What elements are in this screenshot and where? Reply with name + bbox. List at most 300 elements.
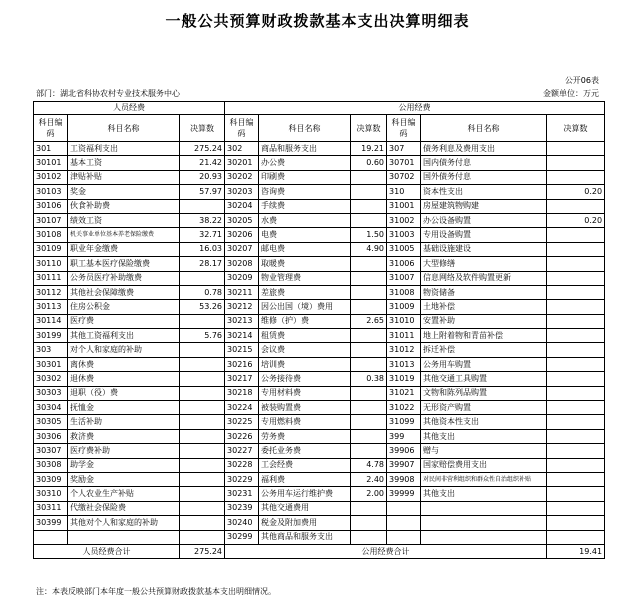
cell-amount — [180, 516, 225, 530]
cell-code: 30231 — [225, 487, 259, 501]
cell-name: 绩效工资 — [68, 213, 180, 227]
cell-code: 30103 — [34, 185, 68, 199]
cell-name: 个人农业生产补贴 — [68, 487, 180, 501]
cell-name: 电费 — [259, 228, 351, 242]
cell-code: 30206 — [225, 228, 259, 242]
cell-name: 工资福利支出 — [68, 142, 180, 156]
cell-name: 安置补助 — [421, 314, 547, 328]
cell-amount — [547, 357, 605, 371]
cell-amount — [180, 472, 225, 486]
table-row — [34, 458, 605, 472]
cell-amount — [547, 530, 605, 544]
cell-amount — [547, 386, 605, 400]
cell-amount — [547, 242, 605, 256]
cell-name — [421, 530, 547, 544]
cell-name: 无形资产购置 — [421, 401, 547, 415]
header-amount: 决算数 — [547, 115, 605, 142]
cell-code: 30307 — [34, 444, 68, 458]
cell-name: 资本性支出 — [421, 185, 547, 199]
cell-code: 31021 — [387, 386, 421, 400]
cell-code: 31019 — [387, 372, 421, 386]
cell-code: 31009 — [387, 300, 421, 314]
cell-code: 30224 — [225, 401, 259, 415]
table-row — [34, 472, 605, 486]
cell-amount — [351, 516, 387, 530]
cell-name: 其他支出 — [421, 429, 547, 443]
table-row — [34, 199, 605, 213]
cell-amount: 28.17 — [180, 257, 225, 271]
cell-name: 其他交通费用 — [259, 501, 351, 515]
cell-amount: 275.24 — [180, 142, 225, 156]
cell-amount — [351, 401, 387, 415]
cell-code: 31007 — [387, 271, 421, 285]
cell-amount — [180, 429, 225, 443]
cell-name: 被装购置费 — [259, 401, 351, 415]
cell-amount — [547, 444, 605, 458]
cell-name: 其他工资福利支出 — [68, 329, 180, 343]
table-row — [34, 242, 605, 256]
cell-name: 伙食补助费 — [68, 199, 180, 213]
totals-row — [34, 544, 605, 558]
cell-name: 劳务费 — [259, 429, 351, 443]
cell-code: 30306 — [34, 429, 68, 443]
cell-amount — [180, 271, 225, 285]
group-public: 公用经费 — [225, 102, 605, 115]
cell-name: 办公设备购置 — [421, 213, 547, 227]
cell-amount — [547, 271, 605, 285]
cell-code: 30310 — [34, 487, 68, 501]
cell-code: 31011 — [387, 329, 421, 343]
table-row — [34, 228, 605, 242]
cell-name: 退休费 — [68, 372, 180, 386]
cell-name: 退职（役）费 — [68, 386, 180, 400]
cell-amount — [351, 429, 387, 443]
cell-amount — [351, 530, 387, 544]
cell-amount: 53.26 — [180, 300, 225, 314]
cell-name: 对民间非营利组织和群众性自治组织补贴 — [421, 472, 547, 486]
cell-name: 机关事业单位基本养老保险缴费 — [68, 228, 180, 242]
cell-code: 31008 — [387, 285, 421, 299]
cell-name: 土地补偿 — [421, 300, 547, 314]
footnote: 注：本表反映部门本年度一般公共预算财政拨款基本支出明细情况。 — [36, 587, 276, 596]
header-name: 科目名称 — [421, 115, 547, 142]
cell-code: 30214 — [225, 329, 259, 343]
table-row — [34, 386, 605, 400]
cell-code: 30201 — [225, 156, 259, 170]
cell-code: 30109 — [34, 242, 68, 256]
cell-name: 租赁费 — [259, 329, 351, 343]
public-total-label: 公用经费合计 — [225, 544, 547, 558]
cell-code: 30212 — [225, 300, 259, 314]
cell-code: 30106 — [34, 199, 68, 213]
header-code: 科目编码 — [34, 115, 68, 142]
header-code: 科目编码 — [225, 115, 259, 142]
cell-amount — [180, 401, 225, 415]
cell-amount: 16.03 — [180, 242, 225, 256]
cell-code: 30203 — [225, 185, 259, 199]
cell-name: 税金及附加费用 — [259, 516, 351, 530]
cell-code: 30111 — [34, 271, 68, 285]
cell-amount: 0.20 — [547, 185, 605, 199]
cell-name: 其他支出 — [421, 487, 547, 501]
cell-code: 30301 — [34, 357, 68, 371]
cell-amount — [351, 329, 387, 343]
cell-name: 地上附着物和青苗补偿 — [421, 329, 547, 343]
cell-name: 住房公积金 — [68, 300, 180, 314]
cell-name: 会议费 — [259, 343, 351, 357]
cell-code: 30202 — [225, 170, 259, 184]
cell-amount — [351, 300, 387, 314]
cell-name — [421, 516, 547, 530]
cell-code: 30205 — [225, 213, 259, 227]
cell-code: 30304 — [34, 401, 68, 415]
table-row — [34, 170, 605, 184]
cell-name: 办公费 — [259, 156, 351, 170]
cell-code: 30229 — [225, 472, 259, 486]
cell-amount: 1.50 — [351, 228, 387, 242]
cell-code: 30303 — [34, 386, 68, 400]
cell-name: 公务接待费 — [259, 372, 351, 386]
cell-amount: 2.00 — [351, 487, 387, 501]
cell-code: 30228 — [225, 458, 259, 472]
cell-code: 30226 — [225, 429, 259, 443]
cell-amount: 32.71 — [180, 228, 225, 242]
cell-amount — [180, 444, 225, 458]
cell-code: 30112 — [34, 285, 68, 299]
cell-name: 其他社会保障缴费 — [68, 285, 180, 299]
cell-name — [421, 501, 547, 515]
cell-code: 301 — [34, 142, 68, 156]
cell-name: 赠与 — [421, 444, 547, 458]
cell-name: 文物和陈列品购置 — [421, 386, 547, 400]
cell-name: 国内债务付息 — [421, 156, 547, 170]
cell-name: 咨询费 — [259, 185, 351, 199]
table-row — [34, 444, 605, 458]
cell-amount — [351, 271, 387, 285]
header-amount: 决算数 — [180, 115, 225, 142]
cell-amount — [351, 415, 387, 429]
cell-name: 房屋建筑物购建 — [421, 199, 547, 213]
cell-name: 国家赔偿费用支出 — [421, 458, 547, 472]
cell-code: 30102 — [34, 170, 68, 184]
table-row — [34, 372, 605, 386]
cell-name: 对个人和家庭的补助 — [68, 343, 180, 357]
cell-name: 生活补助 — [68, 415, 180, 429]
cell-amount — [351, 285, 387, 299]
cell-code: 30114 — [34, 314, 68, 328]
expenditure-table — [33, 101, 605, 559]
cell-amount — [180, 415, 225, 429]
cell-amount — [547, 199, 605, 213]
cell-code: 31001 — [387, 199, 421, 213]
cell-name: 离休费 — [68, 357, 180, 371]
cell-name: 基本工资 — [68, 156, 180, 170]
cell-code: 39908 — [387, 472, 421, 486]
cell-code: 30101 — [34, 156, 68, 170]
cell-code: 30309 — [34, 472, 68, 486]
header-code: 科目编码 — [387, 115, 421, 142]
cell-name: 津贴补贴 — [68, 170, 180, 184]
cell-amount — [180, 501, 225, 515]
table-row — [34, 530, 605, 544]
cell-name: 职工基本医疗保险缴费 — [68, 257, 180, 271]
cell-name: 其他交通工具购置 — [421, 372, 547, 386]
cell-amount — [351, 199, 387, 213]
table-row — [34, 213, 605, 227]
table-row — [34, 401, 605, 415]
cell-code: 30702 — [387, 170, 421, 184]
table-row — [34, 156, 605, 170]
cell-amount — [351, 357, 387, 371]
cell-amount — [547, 285, 605, 299]
cell-code: 31006 — [387, 257, 421, 271]
cell-amount — [547, 516, 605, 530]
cell-name: 印刷费 — [259, 170, 351, 184]
cell-amount: 20.93 — [180, 170, 225, 184]
page-title: 一般公共预算财政拨款基本支出决算明细表 — [165, 12, 470, 30]
header-name: 科目名称 — [68, 115, 180, 142]
cell-name: 公务用车运行维护费 — [259, 487, 351, 501]
cell-code: 30199 — [34, 329, 68, 343]
cell-code: 30299 — [225, 530, 259, 544]
cell-name: 医疗费 — [68, 314, 180, 328]
cell-code: 30239 — [225, 501, 259, 515]
cell-amount — [351, 257, 387, 271]
cell-amount — [351, 444, 387, 458]
column-header-row — [34, 115, 605, 142]
cell-amount — [180, 458, 225, 472]
table-row — [34, 343, 605, 357]
cell-amount — [351, 170, 387, 184]
table-row — [34, 501, 605, 515]
cell-code: 30107 — [34, 213, 68, 227]
group-header-row — [34, 102, 605, 115]
cell-name: 拆迁补偿 — [421, 343, 547, 357]
cell-amount — [180, 372, 225, 386]
cell-amount — [547, 472, 605, 486]
table-row — [34, 516, 605, 530]
personnel-total-label: 人员经费合计 — [34, 544, 180, 558]
table-row — [34, 487, 605, 501]
cell-amount: 57.97 — [180, 185, 225, 199]
cell-name: 手续费 — [259, 199, 351, 213]
cell-amount — [351, 343, 387, 357]
cell-code: 399 — [387, 429, 421, 443]
cell-amount — [180, 530, 225, 544]
cell-name: 物资储备 — [421, 285, 547, 299]
cell-amount — [547, 415, 605, 429]
table-row — [34, 357, 605, 371]
cell-amount: 5.76 — [180, 329, 225, 343]
cell-code: 39906 — [387, 444, 421, 458]
cell-amount — [547, 170, 605, 184]
cell-code: 30110 — [34, 257, 68, 271]
cell-amount — [351, 213, 387, 227]
cell-name: 债务利息及费用支出 — [421, 142, 547, 156]
cell-amount — [351, 501, 387, 515]
cell-name: 公务员医疗补助缴费 — [68, 271, 180, 285]
cell-amount: 21.42 — [180, 156, 225, 170]
cell-name: 其他商品和服务支出 — [259, 530, 351, 544]
cell-code: 31099 — [387, 415, 421, 429]
cell-code: 30207 — [225, 242, 259, 256]
cell-code: 30308 — [34, 458, 68, 472]
public-total-value: 19.41 — [547, 544, 605, 558]
header-amount: 决算数 — [351, 115, 387, 142]
cell-name: 维修（护）费 — [259, 314, 351, 328]
cell-amount — [547, 142, 605, 156]
cell-name: 水费 — [259, 213, 351, 227]
cell-amount — [547, 429, 605, 443]
cell-code: 39999 — [387, 487, 421, 501]
cell-code: 307 — [387, 142, 421, 156]
cell-code: 30108 — [34, 228, 68, 242]
cell-name: 职业年金缴费 — [68, 242, 180, 256]
cell-code: 302 — [225, 142, 259, 156]
cell-code: 31010 — [387, 314, 421, 328]
table-row — [34, 185, 605, 199]
cell-code: 30216 — [225, 357, 259, 371]
cell-code: 30208 — [225, 257, 259, 271]
cell-name: 国外债务付息 — [421, 170, 547, 184]
table-row — [34, 271, 605, 285]
cell-code — [387, 516, 421, 530]
cell-name — [68, 530, 180, 544]
cell-code: 30218 — [225, 386, 259, 400]
cell-name: 其他资本性支出 — [421, 415, 547, 429]
cell-name: 奖励金 — [68, 472, 180, 486]
table-row — [34, 285, 605, 299]
cell-code: 30311 — [34, 501, 68, 515]
cell-amount — [180, 199, 225, 213]
cell-amount — [547, 300, 605, 314]
cell-code: 30213 — [225, 314, 259, 328]
cell-amount — [547, 257, 605, 271]
cell-code: 30305 — [34, 415, 68, 429]
cell-code: 39907 — [387, 458, 421, 472]
cell-amount: 0.20 — [547, 213, 605, 227]
cell-name: 邮电费 — [259, 242, 351, 256]
cell-code: 30227 — [225, 444, 259, 458]
personnel-total-value: 275.24 — [180, 544, 225, 558]
cell-amount — [180, 386, 225, 400]
cell-amount — [547, 329, 605, 343]
cell-code: 31012 — [387, 343, 421, 357]
cell-code — [387, 530, 421, 544]
cell-code: 30211 — [225, 285, 259, 299]
table-row — [34, 314, 605, 328]
cell-name: 助学金 — [68, 458, 180, 472]
cell-name: 基础设施建设 — [421, 242, 547, 256]
cell-amount: 38.22 — [180, 213, 225, 227]
cell-amount — [547, 458, 605, 472]
cell-name: 抚恤金 — [68, 401, 180, 415]
cell-code: 30113 — [34, 300, 68, 314]
cell-name: 商品和服务支出 — [259, 142, 351, 156]
cell-code: 31002 — [387, 213, 421, 227]
table-row — [34, 142, 605, 156]
cell-amount — [547, 228, 605, 242]
cell-name: 奖金 — [68, 185, 180, 199]
cell-amount — [180, 487, 225, 501]
cell-name: 福利费 — [259, 472, 351, 486]
cell-amount — [180, 314, 225, 328]
cell-code — [34, 530, 68, 544]
cell-code: 30215 — [225, 343, 259, 357]
cell-amount — [547, 487, 605, 501]
cell-code: 31022 — [387, 401, 421, 415]
cell-code: 31013 — [387, 357, 421, 371]
cell-code: 30204 — [225, 199, 259, 213]
cell-amount — [547, 156, 605, 170]
cell-name: 专用设备购置 — [421, 228, 547, 242]
cell-name: 物业管理费 — [259, 271, 351, 285]
cell-amount — [351, 185, 387, 199]
cell-amount — [547, 501, 605, 515]
cell-name: 大型修缮 — [421, 257, 547, 271]
cell-name: 医疗费补助 — [68, 444, 180, 458]
cell-code: 30302 — [34, 372, 68, 386]
department-label: 部门：湖北省科协农村专业技术服务中心 — [36, 89, 180, 98]
cell-name: 委托业务费 — [259, 444, 351, 458]
cell-name: 差旅费 — [259, 285, 351, 299]
cell-name: 培训费 — [259, 357, 351, 371]
cell-amount: 4.90 — [351, 242, 387, 256]
cell-code: 30399 — [34, 516, 68, 530]
cell-amount — [547, 401, 605, 415]
cell-amount: 2.40 — [351, 472, 387, 486]
form-code: 公开06表 — [564, 76, 599, 85]
cell-code: 30209 — [225, 271, 259, 285]
cell-name: 其他对个人和家庭的补助 — [68, 516, 180, 530]
cell-code — [387, 501, 421, 515]
cell-name: 信息网络及软件购置更新 — [421, 271, 547, 285]
cell-code: 30240 — [225, 516, 259, 530]
cell-amount — [547, 343, 605, 357]
group-personnel: 人员经费 — [34, 102, 225, 115]
cell-name: 代缴社会保险费 — [68, 501, 180, 515]
header-name: 科目名称 — [259, 115, 351, 142]
cell-code: 31005 — [387, 242, 421, 256]
cell-name: 专用材料费 — [259, 386, 351, 400]
cell-name: 因公出国（境）费用 — [259, 300, 351, 314]
cell-name: 公务用车购置 — [421, 357, 547, 371]
cell-amount — [351, 386, 387, 400]
cell-amount: 0.78 — [180, 285, 225, 299]
cell-name: 工会经费 — [259, 458, 351, 472]
cell-amount: 0.60 — [351, 156, 387, 170]
cell-amount: 2.65 — [351, 314, 387, 328]
cell-code: 31003 — [387, 228, 421, 242]
cell-name: 救济费 — [68, 429, 180, 443]
cell-amount: 4.78 — [351, 458, 387, 472]
table-row — [34, 429, 605, 443]
cell-code: 303 — [34, 343, 68, 357]
cell-code: 30225 — [225, 415, 259, 429]
table-row — [34, 329, 605, 343]
cell-amount — [180, 357, 225, 371]
cell-name: 取暖费 — [259, 257, 351, 271]
cell-name: 专用燃料费 — [259, 415, 351, 429]
cell-code: 30701 — [387, 156, 421, 170]
table-row — [34, 300, 605, 314]
cell-amount: 19.21 — [351, 142, 387, 156]
cell-amount: 0.38 — [351, 372, 387, 386]
unit-label: 金额单位：万元 — [543, 89, 599, 98]
cell-amount — [180, 343, 225, 357]
table-row — [34, 257, 605, 271]
table-row — [34, 415, 605, 429]
